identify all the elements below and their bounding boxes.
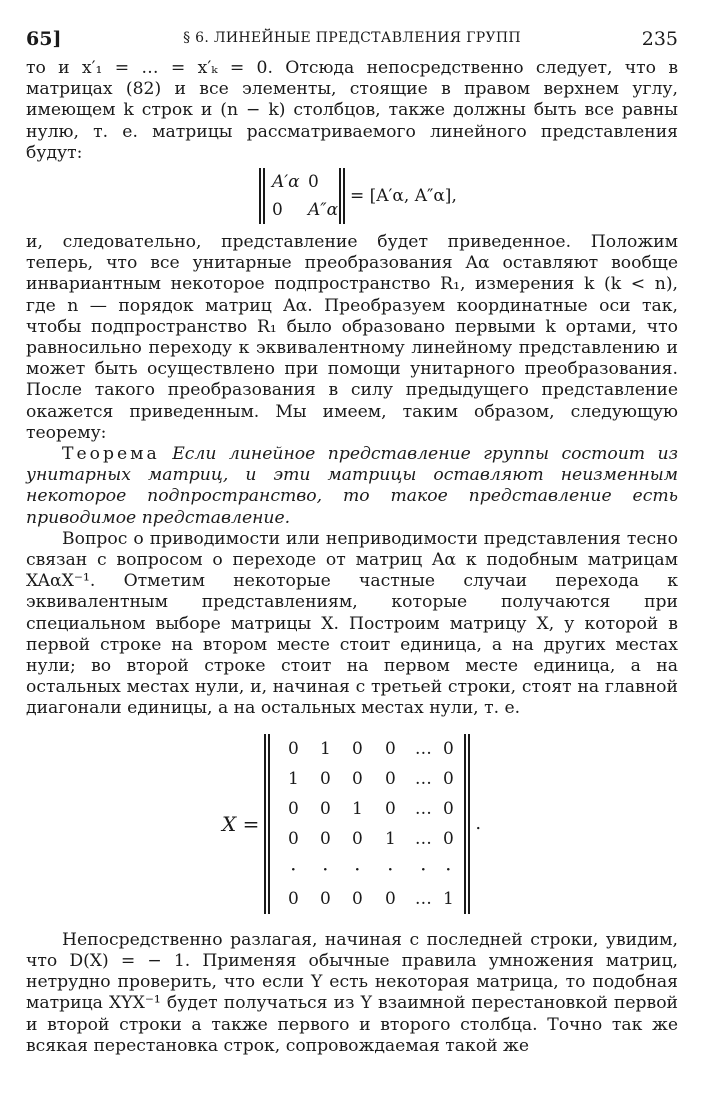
- matrix-bar-left: [259, 168, 261, 224]
- paragraph-2: и, следовательно, представление будет приведенное. Положим теперь, что все унитарные преобразования Aα оставляют вообще инвариантным некоторое подпространство R₁, измерения k (k < n), где n — порядок матриц Aα. Преобразуем координатные оси так, чтобы подпространство R₁ было образовано первыми k ортами, что равносильно переходу к эквивалентному линейному представлению и может быть осуществлено при помощи унитарного преобразования. После такого преобразования в силу предыдущего представление окажется приведенным. Мы имеем, таким образом, следующую теорему:: [26, 232, 678, 443]
- matrix-cell: 0: [319, 888, 331, 909]
- matrix-cell: A″α: [308, 200, 339, 221]
- matrix-cell: ·: [354, 856, 361, 881]
- matrix-cell: 0: [384, 768, 396, 789]
- matrix-cell: 1: [319, 738, 331, 759]
- paragraph-4: Непосредственно разлагая, начиная с последней строки, увидим, что D(X) = − 1. Применяя обычные правила умножения матриц, нетрудно проверить, что если Y есть некоторая матрица, то подобная матрица XYX⁻¹ будет получаться из Y взаимной перестановкой первой и второй строки а также первого и второго столбца. Точно так же всякая перестановка строк, сопровождаемая такой же: [26, 929, 678, 1056]
- running-header: [26, 28, 678, 58]
- block-matrix: [258, 168, 346, 224]
- permutation-matrix: [263, 734, 471, 914]
- matrix-cell: 0: [287, 738, 299, 759]
- matrix-cell: 0: [319, 768, 331, 789]
- matrix-cell: ·: [290, 856, 297, 881]
- paragraph-3: Вопрос о приводимости или неприводимости представления тесно связан с вопросом о переходе от матриц Aα к подобным матрицам XAαX⁻¹. Отметим некоторые частные случаи перехода к эквивалентным представлениям, которые получаются при специальном выборе матрицы X. Построим матрицу X, у которой в первой строке на втором месте стоит единица, а на других местах нули; во второй строке стоит на первом месте единица, а на остальных местах нули, и, начиная с третьей строки, стоят на главной диагонали единицы, а на остальных местах нули, т. е.: [26, 528, 678, 719]
- paragraph-1: то и x′₁ = … = x′ₖ = 0. Отсюда непосредственно следует, что в матрицах (82) и все элементы, стоящие в правом верхнем углу, имеющем k строк и (n − k) столбцов, также должны быть все равны нулю, т. е. матрицы рассматриваемого линейного представления будут:: [26, 58, 678, 163]
- theorem-text: Если линейное представление группы состоит из унитарных матриц, и эти матрицы оставляют неизменным некоторое подпространство, то такое представление есть приводимое представление.: [26, 444, 678, 528]
- matrix-bar-right: [468, 734, 470, 914]
- matrix-cell: 0: [287, 888, 299, 909]
- theorem-label: Теорема: [62, 444, 160, 465]
- matrix-cell: 0: [351, 768, 363, 789]
- matrix-cell: A′α: [272, 172, 300, 193]
- matrix-cell: …: [414, 798, 432, 819]
- matrix-cell: 1: [287, 768, 299, 789]
- matrix-cell: 0: [287, 828, 299, 849]
- matrix-cell: 0: [319, 798, 331, 819]
- matrix-cell: ·: [322, 856, 329, 881]
- matrix-cell: 0: [351, 888, 363, 909]
- block-matrix-equation: [258, 166, 678, 226]
- matrix-cell: 0: [442, 828, 454, 849]
- matrix-lhs: X =: [222, 811, 260, 836]
- matrix-period: .: [475, 813, 482, 835]
- section-number: 65]: [26, 28, 62, 50]
- section-title: § 6. ЛИНЕЙНЫЕ ПРЕДСТАВЛЕНИЯ ГРУПП: [183, 30, 521, 46]
- page-number: 235: [641, 28, 678, 50]
- matrix-cell: 0: [442, 768, 454, 789]
- matrix-cells: [266, 168, 338, 224]
- matrix-bar-right: [464, 734, 466, 914]
- matrix-cells: [271, 734, 463, 914]
- matrix-bar-right: [343, 168, 345, 224]
- matrix-cell: 0: [287, 798, 299, 819]
- matrix-cell: 0: [308, 172, 319, 193]
- matrix-bar-left: [268, 734, 270, 914]
- matrix-cell: 0: [351, 738, 363, 759]
- matrix-cell: 0: [384, 888, 396, 909]
- matrix-cell: ·: [445, 856, 452, 881]
- permutation-matrix-equation: [222, 726, 678, 922]
- matrix-cell: 0: [442, 738, 454, 759]
- matrix-bar-right: [339, 168, 341, 224]
- matrix-cell: 0: [351, 828, 363, 849]
- matrix-cell: …: [414, 738, 432, 759]
- matrix-cell: …: [414, 828, 432, 849]
- matrix-cell: ·: [420, 856, 427, 881]
- matrix-bar-left: [264, 734, 266, 914]
- matrix-equation-tail: = [A′α, A″α],: [350, 186, 457, 207]
- book-page: [26, 28, 678, 1057]
- matrix-bar-left: [263, 168, 265, 224]
- matrix-cell: 0: [319, 828, 331, 849]
- matrix-cell: 0: [384, 738, 396, 759]
- matrix-cell: 1: [442, 888, 454, 909]
- matrix-cell: 0: [442, 798, 454, 819]
- matrix-cell: ·: [387, 856, 394, 881]
- theorem: [26, 444, 678, 529]
- matrix-cell: …: [414, 888, 432, 909]
- matrix-cell: 1: [384, 828, 396, 849]
- matrix-cell: …: [414, 768, 432, 789]
- matrix-cell: 0: [272, 200, 283, 221]
- matrix-cell: 0: [384, 798, 396, 819]
- matrix-cell: 1: [351, 798, 363, 819]
